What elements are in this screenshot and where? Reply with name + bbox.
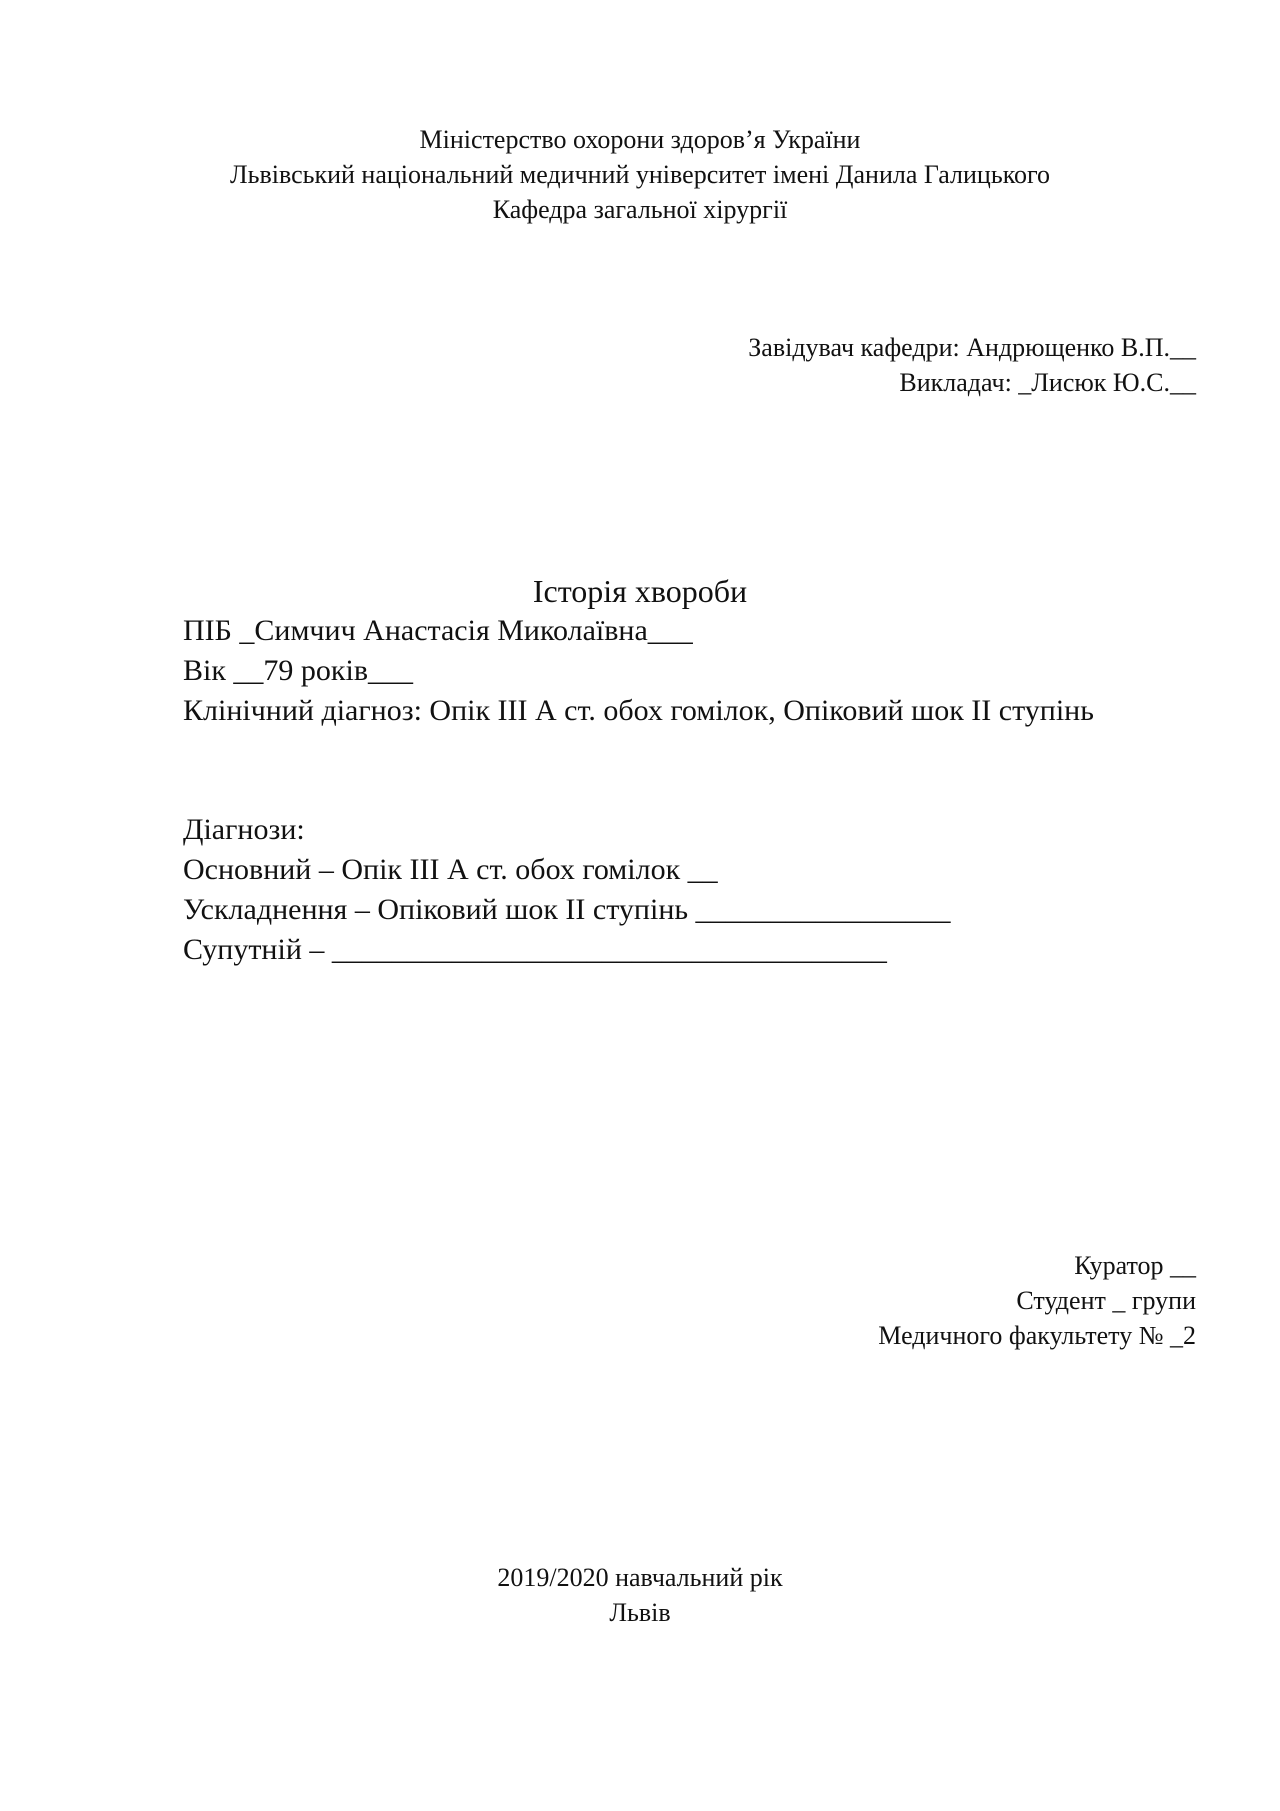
teacher: Викладач: _Лисюк Ю.С.__ — [899, 368, 1196, 397]
concomitant-diagnosis: Супутній – _____________________________________ — [183, 933, 887, 966]
ministry-name: Міністерство охорони здоров’я України — [419, 125, 861, 154]
university-name: Львівський національний медичний університет імені Данила Галицького — [229, 160, 1051, 189]
city: Львів — [609, 1598, 671, 1627]
document-title: Історія хвороби — [532, 573, 748, 609]
institution-header — [0, 122, 1280, 227]
staff-block — [748, 330, 1196, 400]
department-head: Завідувач кафедри: Андрющенко В.П.__ — [748, 333, 1196, 362]
diagnoses-heading: Діагнози: — [183, 813, 305, 846]
curator-block — [878, 1248, 1196, 1353]
diagnoses-block — [183, 810, 1133, 970]
faculty-line: Медичного факультету № _2 — [878, 1321, 1196, 1350]
main-diagnosis: Основний – Опік ІІІ А ст. обох гомілок __ — [183, 853, 718, 886]
student-group: Студент _ групи — [1016, 1286, 1196, 1315]
patient-name: ПІБ _Симчич Анастасія Миколаївна___ — [183, 614, 693, 647]
patient-age: Вік __79 років___ — [183, 654, 413, 687]
clinical-diagnosis: Клінічний діагноз: Опік ІІІ А ст. обох гомілок, Опіковий шок ІІ ступінь — [183, 694, 1094, 727]
academic-year: 2019/2020 навчальний рік — [497, 1563, 783, 1592]
footer-block — [0, 1560, 1280, 1630]
department-name: Кафедра загальної хірургії — [492, 195, 788, 224]
complication-diagnosis: Ускладнення – Опіковий шок ІІ ступінь _________________ — [183, 893, 951, 926]
curator-line: Куратор __ — [1074, 1251, 1196, 1280]
patient-info — [183, 611, 1133, 731]
